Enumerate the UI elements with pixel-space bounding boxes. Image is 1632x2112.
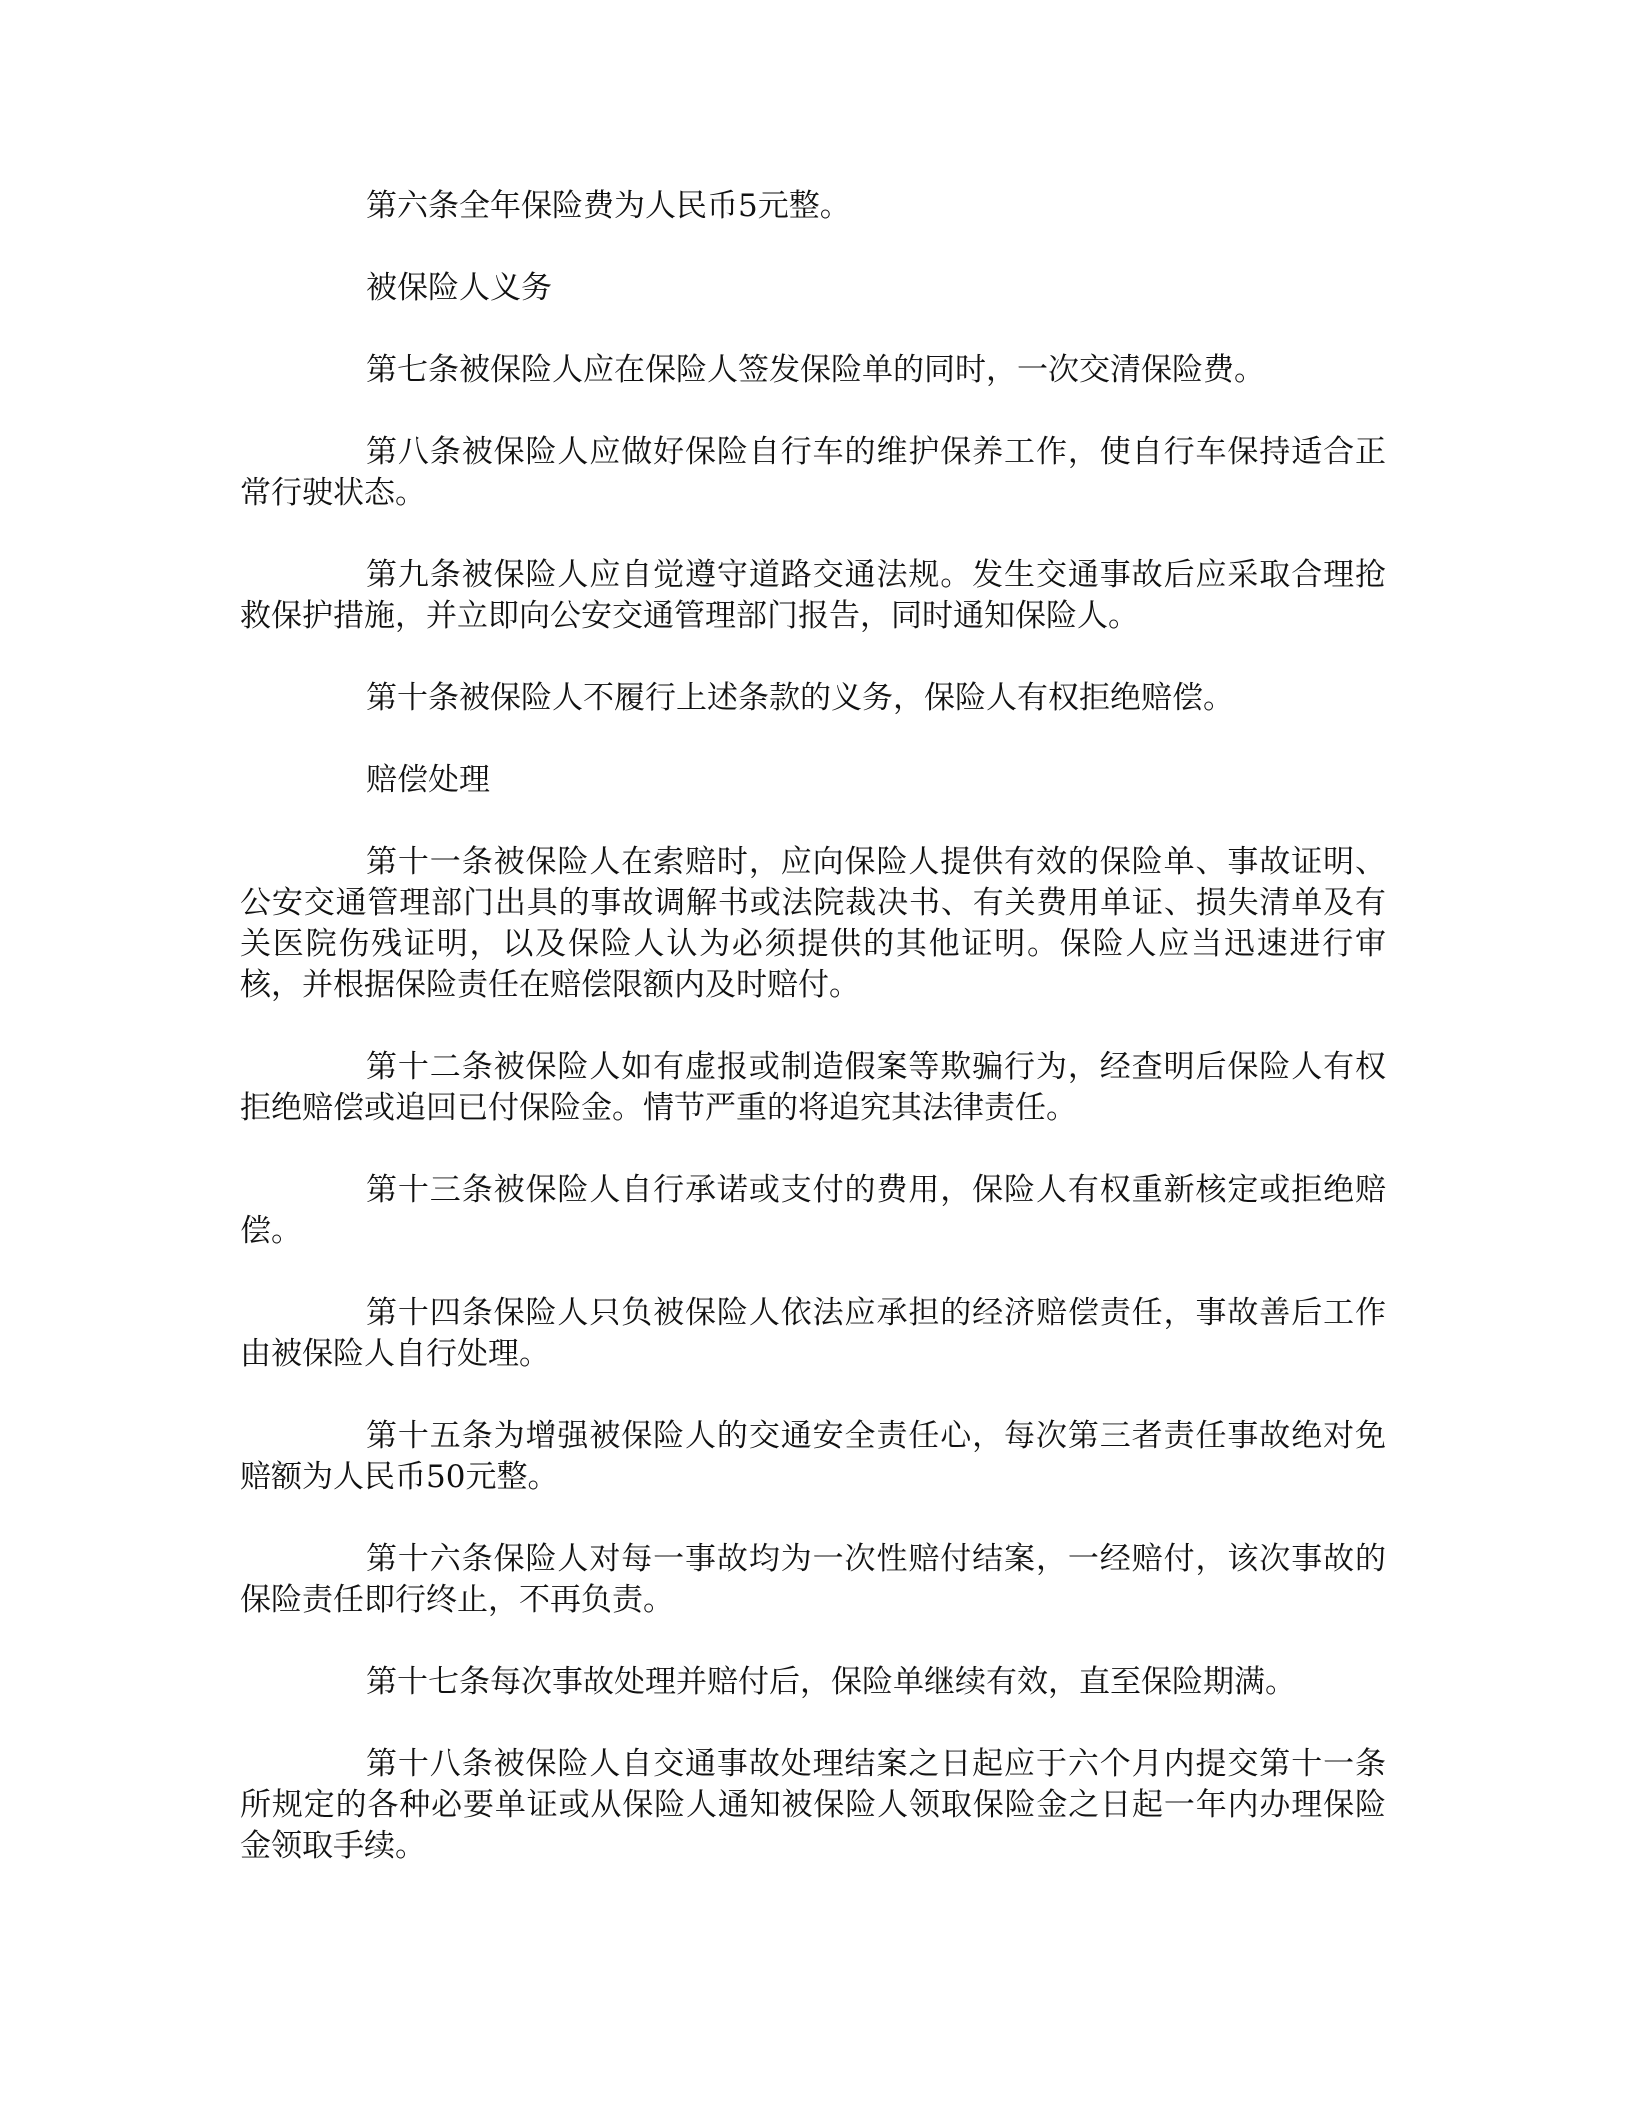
section-heading-claims-handling: 赔偿处理 [366,762,490,798]
document-body [240,186,1386,1908]
article-15: 第十五条为增强被保险人的交通安全责任心，每次第三者责任事故绝对免赔额为人民币50元整。 [240,1418,1386,1495]
section-heading-insured-obligations: 被保险人义务 [366,270,552,306]
article-12: 第十二条被保险人如有虚报或制造假案等欺骗行为，经查明后保险人有权拒绝赔偿或追回已付保险金。情节严重的将追究其法律责任。 [240,1049,1386,1126]
article-17: 第十七条每次事故处理并赔付后，保险单继续有效，直至保险期满。 [366,1664,1296,1700]
article-9: 第九条被保险人应自觉遵守道路交通法规。发生交通事故后应采取合理抢救保护措施，并立即向公安交通管理部门报告，同时通知保险人。 [240,557,1386,634]
article-14: 第十四条保险人只负被保险人依法应承担的经济赔偿责任，事故善后工作由被保险人自行处理。 [240,1295,1386,1372]
article-13: 第十三条被保险人自行承诺或支付的费用，保险人有权重新核定或拒绝赔偿。 [240,1172,1386,1249]
article-7: 第七条被保险人应在保险人签发保险单的同时，一次交清保险费。 [366,352,1265,388]
article-11: 第十一条被保险人在索赔时，应向保险人提供有效的保险单、事故证明、公安交通管理部门出具的事故调解书或法院裁决书、有关费用单证、损失清单及有关医院伤残证明，以及保险人认为必须提供的其他证明。保险人应当迅速进行审核，并根据保险责任在赔偿限额内及时赔付。 [240,844,1386,1003]
article-16: 第十六条保险人对每一事故均为一次性赔付结案，一经赔付，该次事故的保险责任即行终止，不再负责。 [240,1541,1386,1618]
article-18: 第十八条被保险人自交通事故处理结案之日起应于六个月内提交第十一条所规定的各种必要单证或从保险人通知被保险人领取保险金之日起一年内办理保险金领取手续。 [240,1746,1386,1864]
article-8: 第八条被保险人应做好保险自行车的维护保养工作，使自行车保持适合正常行驶状态。 [240,434,1386,511]
article-6: 第六条全年保险费为人民币5元整。 [366,188,851,224]
article-10: 第十条被保险人不履行上述条款的义务，保险人有权拒绝赔偿。 [366,680,1234,716]
